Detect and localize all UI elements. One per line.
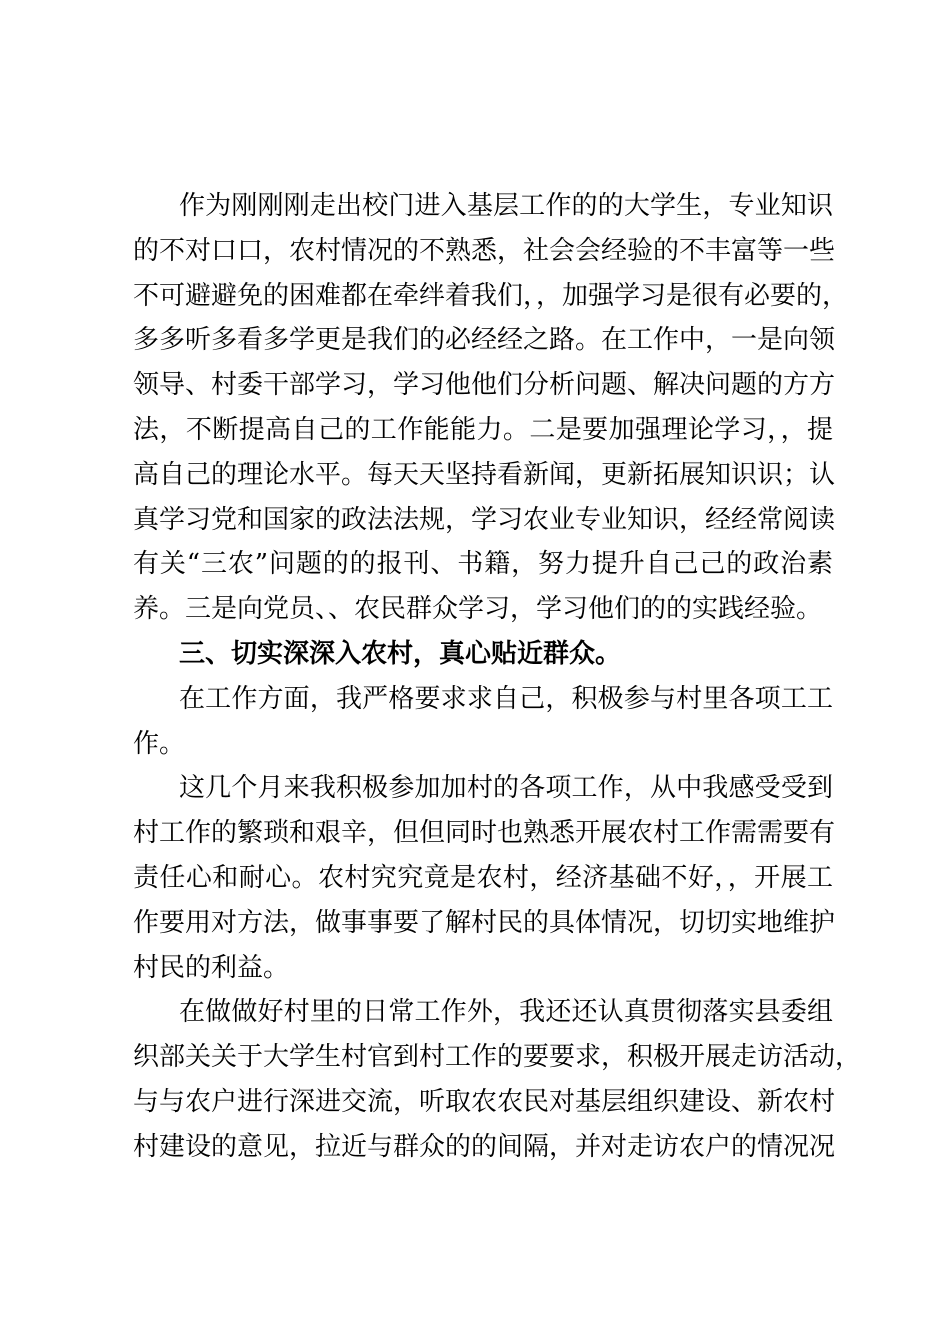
paragraph-line: 织部关关于大学生村官到村工作的要要求，积极开展走访活动， (133, 1042, 862, 1073)
paragraph-line: 与与农户进行深进交流，听取农农民对基层组织建设、新农村 (133, 1086, 836, 1117)
section-heading: 三、切实深深入农村，真心贴近群众。 (179, 638, 622, 669)
paragraph-line: 在工作方面，我严格要求求自己，积极参与村里各项工工 (179, 683, 833, 714)
paragraph-line: 这几个月来我积极参加加村的各项工作，从中我感受受到 (179, 773, 833, 804)
paragraph-line: 多多听多看多学更是我们的必经经之路。在工作中，一是向领 (133, 325, 836, 356)
paragraph-line: 不可避避免的困难都在牵绊着我们，，加强学习是很有必要的， (133, 280, 849, 311)
paragraph-line: 作。 (133, 728, 186, 759)
paragraph-line: 法，不断提高自己的工作能能力。二是要加强理论学习，，提 (133, 414, 833, 445)
paragraph-line: 在做做好村里的日常工作外，我还还认真贯彻落实县委组 (179, 997, 833, 1028)
paragraph-line: 作为刚刚刚走出校门进入基层工作的的大学生，专业知识 (179, 191, 833, 221)
paragraph-line: 领导、村委干部学习，学习他他们分析问题、解决问题的方方 (133, 370, 836, 401)
paragraph-line: 村建设的意见，拉近与群众的的间隔，并对走访农户的情况况 (133, 1131, 836, 1162)
paragraph-line: 村民的利益。 (133, 952, 290, 983)
paragraph-line: 作要用对方法，做事事要了解村民的具体情况，切切实地维护 (133, 907, 836, 938)
paragraph-line: 责任心和耐心。农村究究竟是农村，经济基础不好，，开展工 (133, 862, 833, 893)
paragraph-line: 的不对口口，农村情况的不熟悉，社会会经验的不丰富等一些 (133, 235, 836, 266)
paragraph-line: 有关“三农”问题的的报刊、书籍，努力提升自己己的政治素 (133, 549, 833, 580)
paragraph-line: 真学习党和国家的政法法规，学习农业专业知识，经经常阅读 (133, 504, 836, 535)
document-body (133, 184, 862, 1170)
paragraph-line: 高自己的理论水平。每天天坚持看新闻，更新拓展知识识；认 (133, 459, 836, 490)
paragraph-line: 村工作的繁琐和艰辛，但但同时也熟悉开展农村工作需需要有 (133, 818, 836, 849)
paragraph-line: 养。三是向党员、、农民群众学习，学习他们的的实践经验。 (133, 594, 823, 625)
